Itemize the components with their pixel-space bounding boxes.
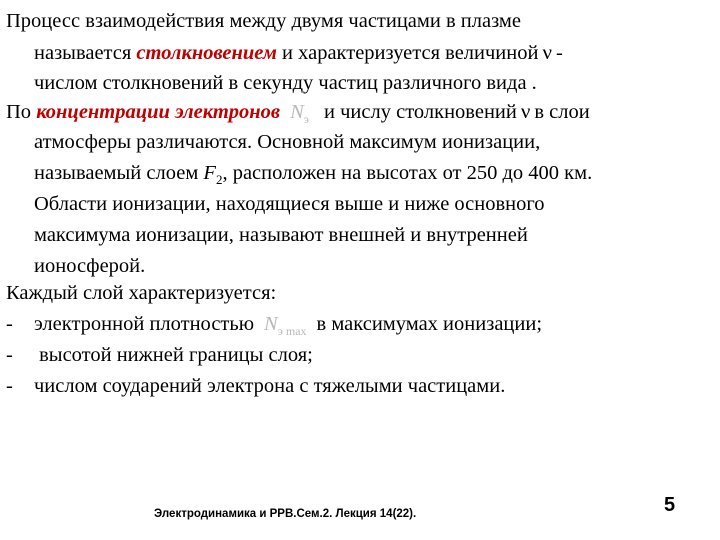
text-line xyxy=(6,37,720,68)
text: По xyxy=(6,101,37,123)
list-dash: - xyxy=(6,344,13,366)
text: Каждый слой характеризуется: xyxy=(6,282,277,304)
text: и характеризуется величиной xyxy=(276,42,539,64)
list-dash: - xyxy=(6,313,13,335)
electron-density-symbol: $N_э$ xyxy=(290,101,309,127)
text: ионосферой. xyxy=(34,255,146,277)
text: числом столкновений в секунду частиц различного вида . xyxy=(34,72,537,94)
paragraph-layer-characteristics xyxy=(6,278,720,402)
max-electron-density-symbol: $N_{э max}$ xyxy=(264,313,307,339)
highlighted-term: концентрации электронов xyxy=(36,101,281,123)
list-item xyxy=(6,309,720,340)
nu-symbol: ν xyxy=(542,40,552,64)
text-line xyxy=(6,158,720,189)
text-line xyxy=(6,220,720,251)
paragraph-layers xyxy=(6,96,720,282)
text-line xyxy=(6,68,720,99)
text-line xyxy=(6,96,720,127)
text: и числу столкновений xyxy=(318,101,517,123)
list-item xyxy=(6,371,720,402)
text: высотой нижней границы слоя; xyxy=(34,344,313,366)
highlighted-term: столкновением xyxy=(136,42,277,64)
text: в максимумах ионизации; xyxy=(316,313,543,335)
text-line xyxy=(6,127,720,158)
text-line xyxy=(6,6,720,37)
text-line xyxy=(6,278,720,309)
text: числом соударений электрона с тяжелыми частицами. xyxy=(34,375,506,397)
slide-footer: Электродинамика и РРВ.Сем.2. Лекция 14(22). xyxy=(154,508,417,520)
text: Области ионизации, находящиеся выше и ниже основного xyxy=(34,193,545,215)
layer-f2-symbol: $F_2$ xyxy=(203,162,223,188)
page-number: 5 xyxy=(664,494,676,516)
nu-symbol: ν xyxy=(520,99,531,123)
text: - xyxy=(555,42,563,64)
list-item xyxy=(6,340,720,371)
text: электронной плотностью xyxy=(34,313,255,335)
list-dash: - xyxy=(6,375,13,397)
paragraph-collisions xyxy=(6,6,720,99)
text: Процесс взаимодействия между двумя частицами в плазме xyxy=(6,10,521,32)
text: в слои xyxy=(534,101,590,123)
text-line xyxy=(6,189,720,220)
text: , расположен на высотах от 250 до 400 км. xyxy=(222,162,593,184)
text: атмосферы различаются. Основной максимум ионизации, xyxy=(34,131,541,153)
text: называется xyxy=(34,42,137,64)
text: называемый слоем xyxy=(34,162,204,184)
text: максимума ионизации, называют внешней и внутренней xyxy=(34,224,528,246)
